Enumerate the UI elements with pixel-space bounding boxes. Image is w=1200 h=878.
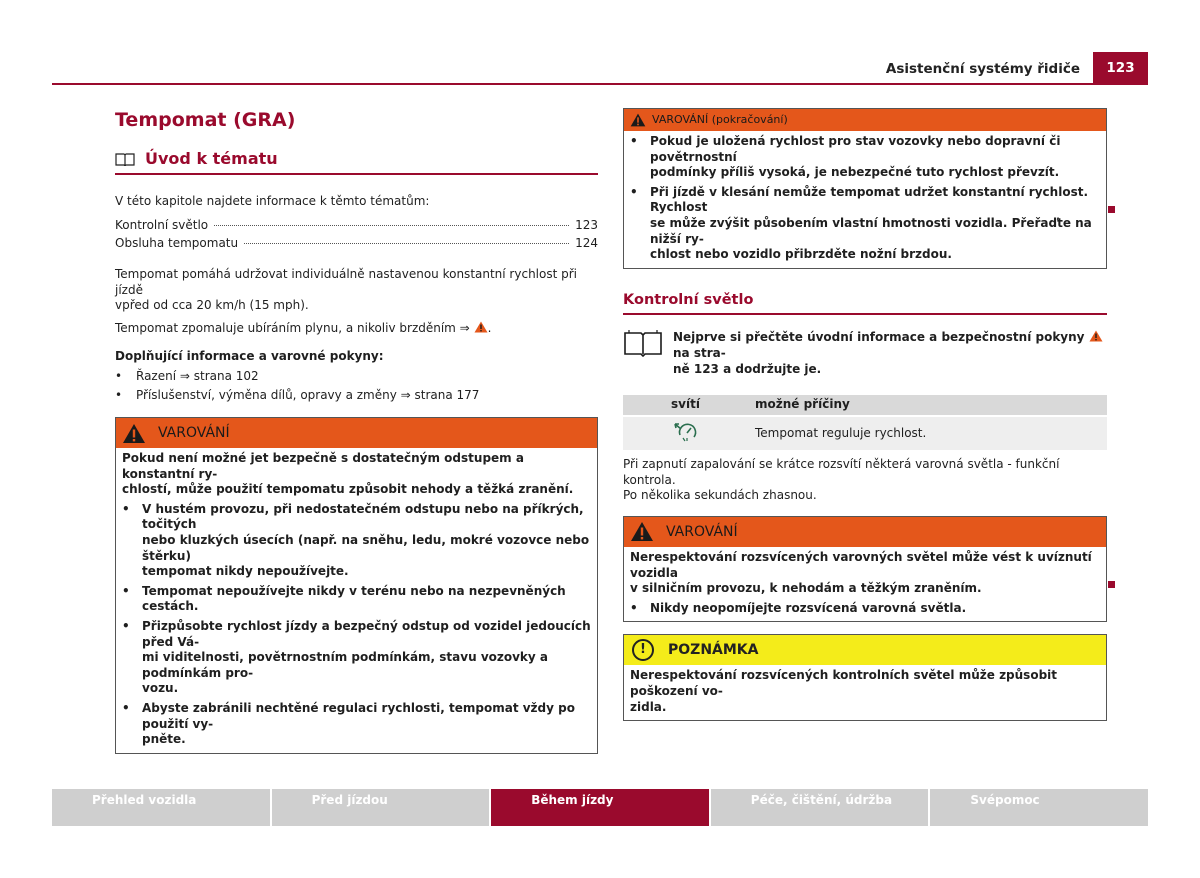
toc-label: Obsluha tempomatu — [115, 236, 239, 251]
warning-line: mi viditelnosti, povětrnostním podmínkám, stavu vozovky a podmínkám pro- — [142, 650, 549, 680]
list-item[interactable]: • Řazení ⇒ strana 102 — [115, 368, 259, 383]
warning-continued-body — [624, 131, 1106, 268]
list-item-text: Příslušenství, výměna dílů, opravy a změny ⇒ strana 177 — [136, 387, 480, 402]
warning-bullet: • Abyste zabránili nechtěné regulaci rychlosti, tempomat vždy po použití vy- pněte. — [122, 700, 575, 747]
toc — [115, 218, 598, 254]
note-header — [624, 635, 1106, 665]
paragraph-text: Tempomat zpomaluje ubíráním plynu, a nikoliv brzděním ⇒ — [115, 320, 470, 335]
note-box — [623, 634, 1107, 721]
warning-line: chlost nebo vozidlo přibrzděte nožní brzdou. — [650, 247, 952, 262]
list-item-text: Řazení ⇒ strana 102 — [136, 368, 259, 383]
paragraph-end: . — [487, 320, 492, 335]
intro-text: V této kapitole najdete informace k těmto tématům: — [115, 194, 430, 209]
warning-body — [116, 448, 597, 753]
list-item[interactable]: • Příslušenství, výměna dílů, opravy a změny ⇒ strana 177 — [115, 387, 480, 402]
note-body — [624, 665, 1106, 720]
page-header-title: Asistenční systémy řidiče — [885, 61, 1080, 77]
cruise-control-icon — [673, 420, 699, 442]
warning-bullet: • V hustém provozu, při nedostatečném odstupu nebo na příkrých, točitých nebo kluzkých úsecích (např. na sněhu, ledu, mokré vozovce nebo štěrku) tempomat nikdy nepoužívejte. — [122, 501, 590, 579]
warning-intro — [630, 550, 1100, 597]
safety-intro-text — [673, 329, 1107, 378]
warning-line: chlostí, může použití tempomatu způsobit nehody a těžká zranění. — [122, 482, 574, 497]
warning-line: Tempomat nepoužívejte nikdy v terénu nebo na nezpevněných cestách. — [142, 583, 566, 614]
kontrolni-svetlo-heading: Kontrolní světlo — [623, 291, 1107, 315]
warning-triangle-icon[interactable] — [1089, 330, 1103, 342]
warning-line: vozu. — [142, 681, 179, 696]
warning-intro — [122, 451, 591, 498]
toc-dots — [244, 243, 569, 244]
note-title: POZNÁMKA — [668, 642, 759, 659]
warning-body — [624, 547, 1106, 621]
warning-line: podmínky příliš vysoká, je nebezpečné tuto rychlost převzít. — [650, 165, 1060, 180]
warning-bullet: • Tempomat nepoužívejte nikdy v terénu nebo na nezpevněných cestách. — [122, 584, 591, 615]
warning-line: Pokud není možné jet bezpečně s dostatečným odstupem a konstantní ry- — [122, 451, 524, 481]
paragraph — [623, 457, 1107, 504]
table-row — [623, 416, 1107, 450]
right-column — [623, 108, 1107, 721]
intro-line: na stra- — [673, 345, 726, 360]
warning-line: Při jízdě v klesání nemůže tempomat udržet konstantní rychlost. Rychlost — [650, 184, 1088, 215]
exclamation-circle-icon: ! — [632, 639, 654, 661]
section-title: Tempomat (GRA) — [115, 109, 296, 131]
manual-book-icon — [623, 329, 663, 357]
left-column — [115, 108, 598, 754]
toc-page: 123 — [575, 218, 598, 233]
warning-continued-box — [623, 108, 1107, 269]
warning-box — [115, 417, 598, 754]
paragraph-line: Po několika sekundách zhasnou. — [623, 488, 817, 503]
paragraph-line: Při zapnutí zapalování se krátce rozsvítí některá varovná světla - funkční kontrola. — [623, 457, 1060, 487]
warning-line: nebo kluzkých úsecích (např. na sněhu, ledu, mokré vozovce nebo štěrku) — [142, 533, 590, 563]
page-number: 123 — [1093, 52, 1148, 85]
additional-heading: Doplňující informace a varovné pokyny: — [115, 349, 384, 364]
paragraph — [115, 267, 598, 314]
safety-intro — [623, 329, 1107, 378]
warning-title: VAROVÁNÍ — [158, 424, 230, 441]
table-header: možné příčiny — [749, 395, 1107, 416]
intro-line: ně 123 a dodržujte je. — [673, 361, 822, 376]
warning-line: Nikdy neopomíjejte rozsvícená varovná světla. — [650, 600, 967, 615]
subsection-title: Úvod k tématu — [145, 148, 278, 168]
warning-triangle-icon — [630, 113, 646, 127]
warning-line: Nerespektování rozsvícených varovných světel může vést k uvíznutí vozidla — [630, 549, 1092, 580]
warning-line: Přizpůsobte rychlost jízdy a bezpečný odstup od vozidel jedoucích před Vá- — [142, 618, 591, 649]
toc-entry[interactable] — [115, 236, 598, 254]
toc-page: 124 — [575, 236, 598, 251]
indicator-table — [623, 395, 1107, 450]
warning-line: pněte. — [142, 732, 186, 747]
tab-behem-jizdy[interactable]: Během jízdy — [491, 789, 709, 826]
warning-bullet: • Při jízdě v klesání nemůže tempomat udržet konstantní rychlost. Rychlost se může zvýšit působením vlastní hmotnosti vozidla. Přeřaďte na nižší ry- chlost nebo vozidlo přibrzděte nožní brzdou. — [630, 184, 1092, 262]
note-line: zidla. — [630, 699, 667, 714]
tab-pred-jizdou[interactable]: Před jízdou — [272, 789, 490, 826]
warning-line: tempomat nikdy nepoužívejte. — [142, 564, 349, 579]
footer-nav — [52, 789, 1148, 826]
intro-line: Nejprve si přečtěte úvodní informace a bezpečnostní pokyny — [673, 329, 1085, 344]
paragraph-line: Tempomat pomáhá udržovat individuálně nastavenou konstantní rychlost při jízdě — [115, 267, 578, 297]
warning-triangle-icon[interactable] — [474, 321, 488, 333]
warning-line: v silničním provozu, k nehodám a těžkým zraněním. — [630, 581, 982, 596]
tab-prehled-vozidla[interactable]: Přehled vozidla — [52, 789, 270, 826]
warning-box — [623, 516, 1107, 622]
paragraph-line: vpřed od cca 20 km/h (15 mph). — [115, 298, 309, 313]
paragraph — [115, 321, 598, 337]
warning-continued-header — [624, 109, 1106, 131]
table-cell — [623, 416, 749, 450]
warning-line: Pokud je uložená rychlost pro stav vozovky nebo dopravní či povětrnostní — [650, 134, 1061, 164]
tab-pece-cisteni-udrzba[interactable]: Péče, čištění, údržba — [711, 789, 929, 826]
toc-dots — [214, 225, 569, 226]
tab-svepomoc[interactable]: Svépomoc — [930, 789, 1148, 826]
warning-line: V hustém provozu, při nedostatečném odstupu nebo na příkrých, točitých — [142, 501, 584, 532]
warning-triangle-icon — [630, 521, 654, 542]
warning-bullet: • Přizpůsobte rychlost jízdy a bezpečný odstup od vozidel jedoucích před Vá- mi viditelnosti, povětrnostním podmínkám, stavu vozovky a podmínkám pro- vozu. — [122, 618, 591, 696]
header-rule — [52, 83, 1148, 85]
table-header: svítí — [623, 395, 749, 416]
warning-header — [116, 418, 597, 448]
toc-label: Kontrolní světlo — [115, 218, 209, 233]
subsection-heading — [115, 149, 598, 176]
warning-bullet: • Nikdy neopomíjejte rozsvícená varovná světla. — [630, 600, 967, 615]
section-end-marker — [1108, 206, 1115, 213]
section-end-marker — [1108, 581, 1115, 588]
warning-title: VAROVÁNÍ — [666, 523, 738, 540]
book-icon — [115, 152, 135, 166]
warning-header — [624, 517, 1106, 547]
additional-list — [115, 367, 598, 405]
warning-continued-title: VAROVÁNÍ (pokračování) — [652, 112, 788, 126]
warning-triangle-icon — [122, 423, 146, 444]
warning-bullet: • Pokud je uložená rychlost pro stav vozovky nebo dopravní či povětrnostní podmínky příliš vysoká, je nebezpečné tuto rychlost převzít. — [630, 134, 1061, 180]
note-line: Nerespektování rozsvícených kontrolních světel může způsobit poškození vo- — [630, 668, 1058, 698]
warning-line: se může zvýšit působením vlastní hmotnosti vozidla. Přeřaďte na nižší ry- — [650, 215, 1092, 246]
toc-entry[interactable] — [115, 218, 598, 236]
table-header-row — [623, 395, 1107, 416]
table-cell: Tempomat reguluje rychlost. — [749, 416, 1107, 450]
warning-line: Abyste zabránili nechtěné regulaci rychlosti, tempomat vždy po použití vy- — [142, 700, 575, 731]
